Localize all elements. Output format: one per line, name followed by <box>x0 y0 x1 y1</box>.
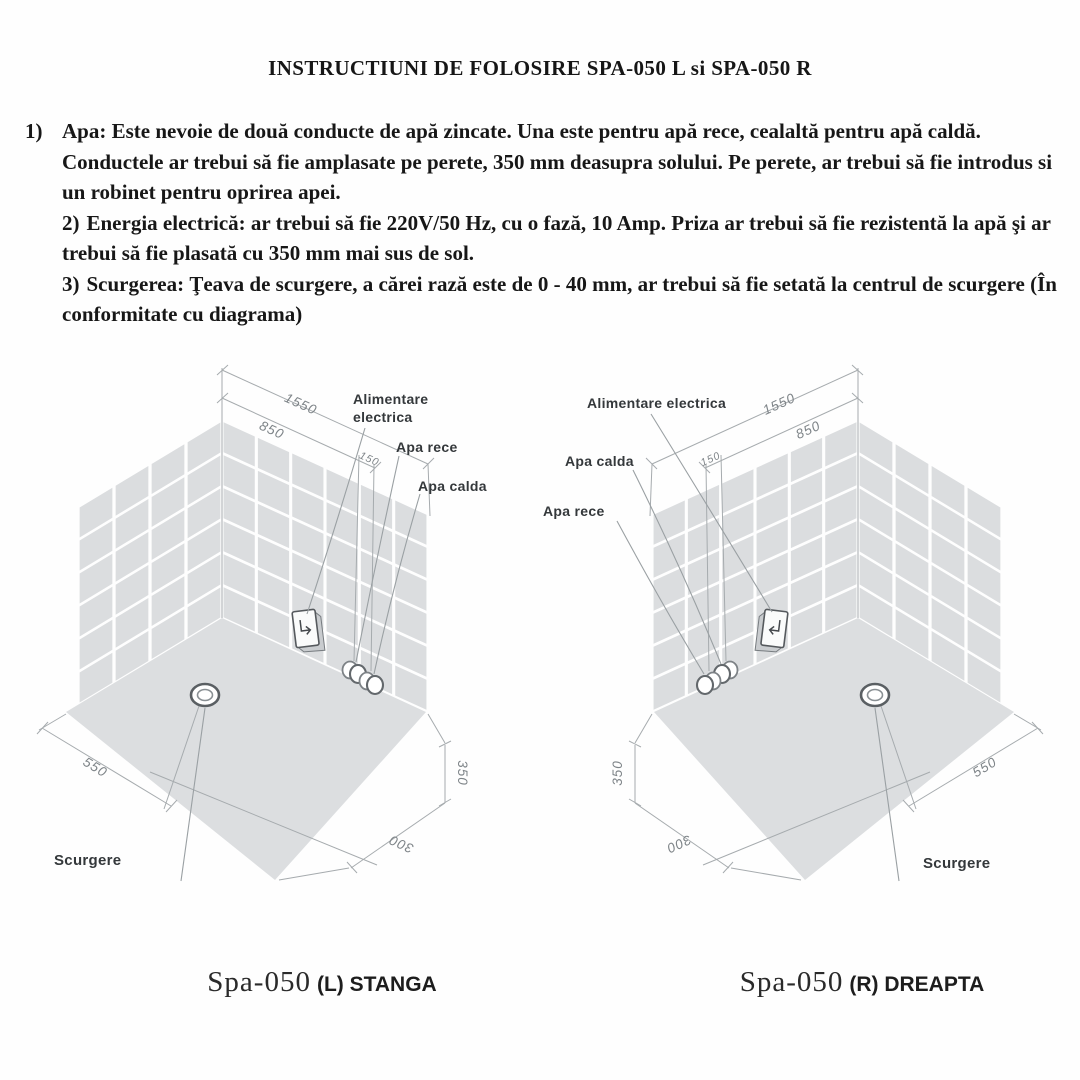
diagram-left-corner-isometric <box>18 356 523 928</box>
dim-550: 550 <box>80 754 111 781</box>
dim-350: 350 <box>610 760 625 786</box>
instruction-item-3 <box>25 269 1063 330</box>
dim-550: 550 <box>969 754 1000 781</box>
dim-1550: 1550 <box>760 390 798 418</box>
instruction-item-1 <box>25 116 1063 208</box>
power-outlet-icon <box>292 609 325 654</box>
item-marker: 2) <box>62 210 80 235</box>
item-text: Energia electrică: ar trebui să fie 220V/50 Hz, cu o fază, 10 Amp. Priza ar trebui să fie rezistentă la apă şi ar trebui să fie plasată cu 350 mm mai sus de sol. <box>62 210 1051 265</box>
dim-300: 300 <box>664 832 694 857</box>
diagram-right-corner-isometric <box>535 356 1062 928</box>
power-label: Alimentare <box>353 391 429 407</box>
caption-right <box>680 966 1044 999</box>
drain-label: Scurgere <box>54 852 122 869</box>
power-label: Alimentare electrica <box>587 395 727 411</box>
side-name: (R) DREAPTA <box>849 973 985 996</box>
item-text: Apa: Este nevoie de două conducte de apă zincate. Una este pentru apă rece, cealaltă pentru apă caldă. Conductele ar trebui să fie amplasate pe perete, 350 mm deasupra solului. Pe perete, ar trebui să fie introdus si un robinet pentru oprirea apei. <box>62 119 1053 204</box>
instructions-list <box>25 116 1063 330</box>
power-label-line2: electrica <box>353 409 413 425</box>
instruction-item-2 <box>25 208 1063 269</box>
dim-150: 150 <box>357 449 382 469</box>
dim-1550: 1550 <box>282 390 320 418</box>
cold-water-label: Apa rece <box>396 439 458 455</box>
caption-left <box>140 966 504 999</box>
dim-350: 350 <box>455 760 470 786</box>
dim-850: 850 <box>257 417 287 443</box>
model-name: Spa-050 <box>207 966 311 998</box>
drain-label: Scurgere <box>923 855 991 872</box>
hot-water-label: Apa calda <box>565 453 634 469</box>
hot-water-label: Apa calda <box>418 478 487 494</box>
dim-850: 850 <box>793 417 823 443</box>
page-title: INSTRUCTIUNI DE FOLOSIRE SPA-050 L si SPA-050 R <box>268 56 812 80</box>
dim-150: 150 <box>698 449 723 469</box>
dim-300: 300 <box>386 832 416 857</box>
corner-geometry <box>37 365 451 881</box>
cold-water-label: Apa rece <box>543 503 605 519</box>
drain-icon <box>191 684 219 706</box>
side-name: (L) STANGA <box>316 973 437 996</box>
item-text: Scurgerea: Ţeava de scurgere, a cărei rază este de 0 - 40 mm, ar trebui să fie setată la centrul de scurgere (În conformitate cu diagrama) <box>62 271 1057 326</box>
model-name: Spa-050 <box>739 966 844 998</box>
item-marker: 3) <box>62 271 80 296</box>
item-marker: 1) <box>25 119 43 143</box>
